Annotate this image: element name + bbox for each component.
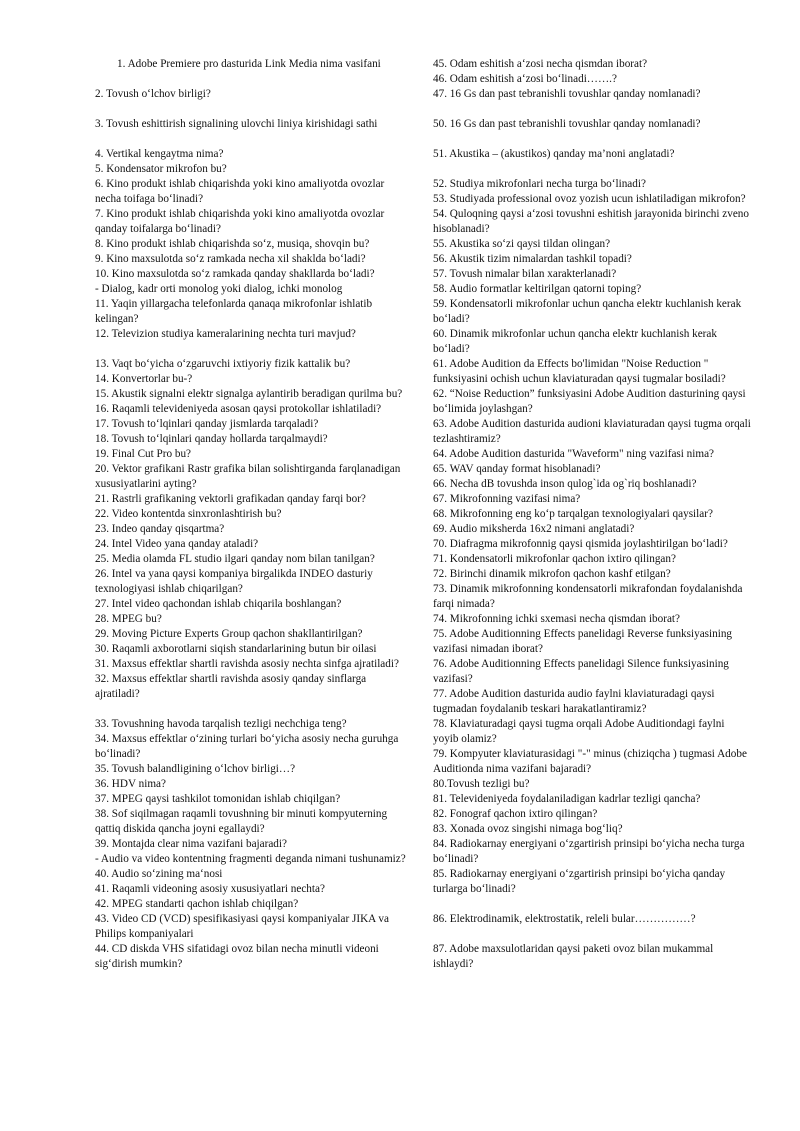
question-item: 21. Rastrli grafikaning vektorli grafikadan qanday farqi bor? xyxy=(95,493,366,505)
question-item: 64. Adobe Audition dasturida "Waveform" ning vazifasi nima? xyxy=(433,448,715,460)
question-item: 3. Tovush eshittirish signalining ulovchi liniya kirishidagi sathi xyxy=(95,118,378,130)
question-item: 11. Yaqin yillargacha telefonlarda qanaqa mikrofonlar ishlatib kelingan? xyxy=(95,298,373,325)
question-item: 43. Video CD (VCD) spesifikasiyasi qaysi kompaniyalar JIKA va Philips kompaniyalari xyxy=(95,913,389,940)
question-item: 13. Vaqt bo‘yicha o‘zgaruvchi ixtiyoriy fizik kattalik bu? xyxy=(95,358,351,370)
question-item: 30. Raqamli axborotlarni siqish standarlarining butun bir oilasi xyxy=(95,643,377,655)
question-item: 37. MPEG qaysi tashkilot tomonidan ishlab chiqilgan? xyxy=(95,793,341,805)
question-item: 34. Maxsus effektlar o‘zining turlari bo‘yicha asosiy necha guruhga bo‘linadi? xyxy=(95,733,399,760)
question-item: 38. Sof siqilmagan raqamli tovushning bir minuti kompyuterning qattiq diskida qancha joyni egallaydi? xyxy=(95,808,388,835)
question-item: 61. Adobe Audition da Effects bo'limidan "Noise Reduction " funksiyasini ochish uchun klaviaturadan qaysi tugmalar bosiladi? xyxy=(433,358,726,385)
question-item: 65. WAV qanday format hisoblanadi? xyxy=(433,463,601,475)
question-item: 57. Tovush nimalar bilan xarakterlanadi? xyxy=(433,268,617,280)
question-item: 7. Kino produkt ishlab chiqarishda yoki kino amaliyotda ovozlar qanday toifalarga bo‘linadi? xyxy=(95,208,385,235)
question-item: 9. Kino maxsulotda so‘z ramkada necha xil shaklda bo‘ladi? xyxy=(95,253,366,265)
question-item: 46. Odam eshitish a‘zosi bo‘linadi…….? xyxy=(433,73,617,85)
question-item: 84. Radiokarnay energiyani o‘zgartirish prinsipi bo‘yicha necha turga bo‘linadi? xyxy=(433,838,745,865)
question-item: 87. Adobe maxsulotlaridan qaysi paketi ovoz bilan mukammal ishlaydi? xyxy=(433,943,714,970)
question-item: 69. Audio miksherda 16x2 nimani anglatadi? xyxy=(433,523,635,535)
paragraph-spacer xyxy=(95,72,413,87)
paragraph-spacer xyxy=(433,927,751,942)
question-item: 2. Tovush o‘lchov birligi? xyxy=(95,88,211,100)
paragraph-spacer xyxy=(95,102,413,117)
question-item: 25. Media olamda FL studio ilgari qanday nom bilan tanilgan? xyxy=(95,553,375,565)
question-item: 80.Tovush tezligi bu? xyxy=(433,778,530,790)
question-item: 15. Akustik signalni elektr signalga aylantirib beradigan qurilma bu? xyxy=(95,388,403,400)
question-item: 29. Moving Picture Experts Group qachon shakllantirilgan? xyxy=(95,628,363,640)
question-item: - Dialog, kadr orti monolog yoki dialog, ichki monolog xyxy=(95,283,343,295)
question-item: 40. Audio so‘zining ma‘nosi xyxy=(95,868,223,880)
question-item: 83. Xonada ovoz singishi nimaga bog‘liq? xyxy=(433,823,623,835)
question-item: 60. Dinamik mikrofonlar uchun qancha elektr kuchlanish kerak bo‘ladi? xyxy=(433,328,717,355)
question-item: 76. Adobe Auditionning Effects panelidagi Silence funksiyasining vazifasi? xyxy=(433,658,729,685)
question-item: 56. Akustik tizim nimalardan tashkil topadi? xyxy=(433,253,632,265)
question-item: 12. Televizion studiya kameralarining nechta turi mavjud? xyxy=(95,328,356,340)
question-item: 77. Adobe Audition dasturida audio faylni klaviaturadagi qaysi tugmadan foydalanib teskari harakatlantiramiz? xyxy=(433,688,715,715)
question-item: 58. Audio formatlar keltirilgan qatorni toping? xyxy=(433,283,642,295)
question-item: 42. MPEG standarti qachon ishlab chiqilgan? xyxy=(95,898,299,910)
question-item: 36. HDV nima? xyxy=(95,778,166,790)
question-item: 6. Kino produkt ishlab chiqarishda yoki kino amaliyotda ovozlar necha toifaga bo‘linadi? xyxy=(95,178,385,205)
left-column xyxy=(95,57,413,972)
question-item: 5. Kondensator mikrofon bu? xyxy=(95,163,227,175)
question-item: 8. Kino produkt ishlab chiqarishda so‘z, musiqa, shovqin bu? xyxy=(95,238,370,250)
question-item: 74. Mikrofonning ichki sxemasi necha qismdan iborat? xyxy=(433,613,681,625)
question-item: 52. Studiya mikrofonlari necha turga bo‘linadi? xyxy=(433,178,646,190)
paragraph-spacer xyxy=(433,132,751,147)
question-item: 66. Necha dB tovushda inson qulog`ida og`riq boshlanadi? xyxy=(433,478,697,490)
question-item: 75. Adobe Auditionning Effects panelidagi Reverse funksiyasining vazifasi nimadan iborat? xyxy=(433,628,733,655)
question-item: 41. Raqamli videoning asosiy xususiyatlari nechta? xyxy=(95,883,325,895)
paragraph-spacer xyxy=(433,162,751,177)
question-item: 33. Tovushning havoda tarqalish tezligi nechchiga teng? xyxy=(95,718,347,730)
question-item: 23. Indeo qanday qisqartma? xyxy=(95,523,225,535)
question-item: 14. Konvertorlar bu-? xyxy=(95,373,193,385)
question-item: 78. Klaviaturadagi qaysi tugma orqali Adobe Auditiondagi faylni yoyib olamiz? xyxy=(433,718,725,745)
question-item: 44. CD diskda VHS sifatidagi ovoz bilan necha minutli videoni sig‘dirish mumkin? xyxy=(95,943,379,970)
question-item: 82. Fonograf qachon ixtiro qilingan? xyxy=(433,808,598,820)
paragraph-spacer xyxy=(433,102,751,117)
question-item: 18. Tovush to‘lqinlari qanday hollarda tarqalmaydi? xyxy=(95,433,328,445)
question-item: 27. Intel video qachondan ishlab chiqarila boshlangan? xyxy=(95,598,342,610)
paragraph-spacer xyxy=(95,132,413,147)
question-item: 35. Tovush balandligining o‘lchov birligi…? xyxy=(95,763,296,775)
paragraph-spacer xyxy=(95,702,413,717)
question-item: 70. Diafragma mikrofonnig qaysi qismida joylashtirilgan bo‘ladi? xyxy=(433,538,728,550)
question-item: 39. Montajda clear nima vazifani bajaradi? xyxy=(95,838,287,850)
paragraph-spacer xyxy=(433,897,751,912)
question-item: 1. Adobe Premiere pro dasturida Link Media nima vasifani xyxy=(117,58,381,70)
question-item: 62. “Noise Reduction” funksiyasini Adobe Audition dasturining qaysi bo‘limida joylashgan? xyxy=(433,388,746,415)
question-item: 85. Radiokarnay energiyani o‘zgartirish prinsipi bo‘yicha qanday turlarga bo‘linadi? xyxy=(433,868,726,895)
question-item: 47. 16 Gs dan past tebranishli tovushlar qanday nomlanadi? xyxy=(433,88,701,100)
question-item: 10. Kino maxsulotda so‘z ramkada qanday shakllarda bo‘ladi? xyxy=(95,268,375,280)
question-item: 28. MPEG bu? xyxy=(95,613,162,625)
question-item: 55. Akustika so‘zi qaysi tildan olingan? xyxy=(433,238,611,250)
question-item: 16. Raqamli televideniyeda asosan qaysi protokollar ishlatiladi? xyxy=(95,403,382,415)
paragraph-spacer xyxy=(95,342,413,357)
question-item: 45. Odam eshitish a‘zosi necha qismdan iborat? xyxy=(433,58,648,70)
question-item: 26. Intel va yana qaysi kompaniya birgalikda INDEO dasturiy texnologiyasi ishlab chiqarilgan? xyxy=(95,568,373,595)
question-item: 54. Quloqning qaysi a‘zosi tovushni eshitish jarayonida birinchi zveno hisoblanadi? xyxy=(433,208,749,235)
question-item: 17. Tovush to‘lqinlari qanday jismlarda tarqaladi? xyxy=(95,418,319,430)
question-item: 4. Vertikal kengaytma nima? xyxy=(95,148,224,160)
question-item: 22. Video kontentda sinxronlashtirish bu? xyxy=(95,508,282,520)
question-item: - Audio va video kontentning fragmenti deganda nimani tushunamiz? xyxy=(95,853,406,865)
question-item: 59. Kondensatorli mikrofonlar uchun qancha elektr kuchlanish kerak bo‘ladi? xyxy=(433,298,742,325)
question-item: 86. Elektrodinamik, elektrostatik, releli bular……………? xyxy=(433,913,696,925)
question-item: 68. Mikrofonning eng ko‘p tarqalgan texnologiyalari qaysilar? xyxy=(433,508,713,520)
question-item: 67. Mikrofonning vazifasi nima? xyxy=(433,493,581,505)
question-item: 19. Final Cut Pro bu? xyxy=(95,448,192,460)
question-item: 50. 16 Gs dan past tebranishli tovushlar qanday nomlanadi? xyxy=(433,118,701,130)
question-item: 51. Akustika – (akustikos) qanday ma’noni anglatadi? xyxy=(433,148,675,160)
question-item: 63. Adobe Audition dasturida audioni klaviaturadan qaysi tugma orqali tezlashtiramiz? xyxy=(433,418,751,445)
question-item: 71. Kondensatorli mikrofonlar qachon ixtiro qilingan? xyxy=(433,553,676,565)
question-item: 81. Televideniyeda foydalaniladigan kadrlar tezligi qancha? xyxy=(433,793,701,805)
right-column xyxy=(433,57,751,972)
question-item: 24. Intel Video yana qanday ataladi? xyxy=(95,538,259,550)
question-item: 20. Vektor grafikani Rastr grafika bilan solishtirganda farqlanadigan xususiyatlarini ayting? xyxy=(95,463,401,490)
question-item: 53. Studiyada professional ovoz yozish ucun ishlatiladigan mikrofon? xyxy=(433,193,746,205)
question-item: 73. Dinamik mikrofonning kondensatorli mikrafondan foydalanishda farqi nimada? xyxy=(433,583,743,610)
question-item: 32. Maxsus effektlar shartli ravishda asosiy qanday sinflarga ajratiladi? xyxy=(95,673,367,700)
question-item: 72. Birinchi dinamik mikrofon qachon kashf etilgan? xyxy=(433,568,671,580)
question-item: 31. Maxsus effektlar shartli ravishda asosiy nechta sinfga ajratiladi? xyxy=(95,658,399,670)
question-item: 79. Kompyuter klaviaturasidagi "-" minus (chiziqcha ) tugmasi Adobe Auditionda nima vazifani bajaradi? xyxy=(433,748,747,775)
